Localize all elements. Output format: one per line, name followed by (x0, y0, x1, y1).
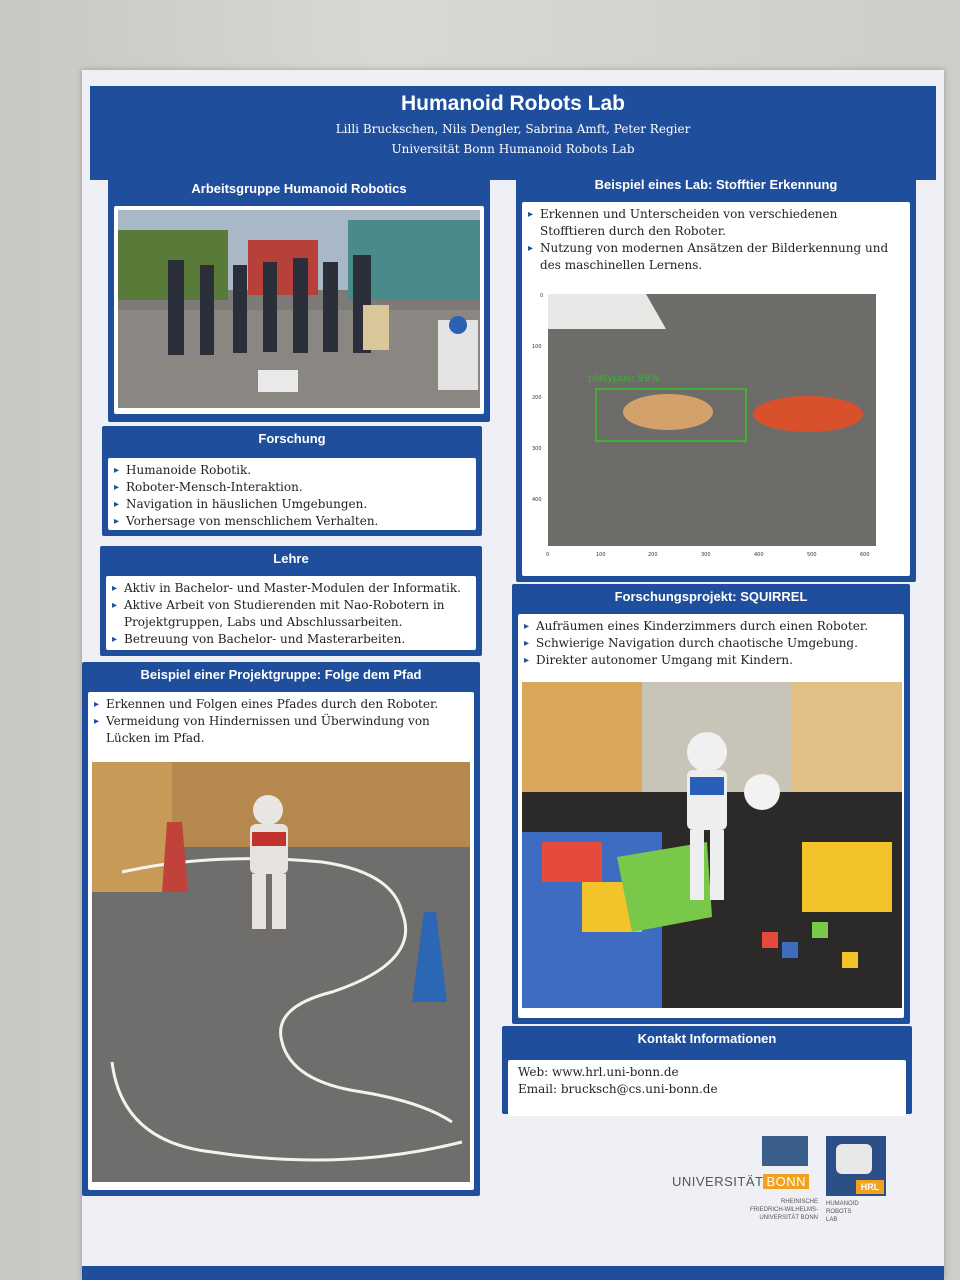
hrl-sub-line: LAB (826, 1217, 838, 1223)
box-title: Kontakt Informationen (637, 1031, 777, 1046)
poster-footer-bar (82, 1266, 944, 1280)
box-title: Beispiel einer Projektgruppe: Folge dem Pfad (140, 667, 422, 682)
list-item: ▸ Aktive Arbeit von Studierenden mit Nao-Robotern in Projektgruppen, Labs und Abschlussarbeiten. (124, 597, 470, 631)
list-item: ▸ Vorhersage von menschlichem Verhalten. (126, 513, 470, 530)
contact-email (518, 1081, 896, 1098)
uni-sub-line: UNIVERSITÄT BONN (759, 1215, 818, 1221)
box-title: Forschung (258, 431, 326, 446)
box-squirrel (512, 584, 910, 1024)
box-title: Forschungsprojekt: SQUIRREL (614, 589, 808, 604)
projektgruppe-list (88, 696, 474, 747)
tick-label: 300 (532, 446, 542, 452)
uni-name: UNIVERSITÄT (672, 1174, 764, 1189)
poster-authors: Lilli Bruckschen, Nils Dengler, Sabrina Amft, Peter Regier (335, 122, 691, 136)
uni-sub-line: FRIEDRICH-WILHELMS- (749, 1207, 818, 1213)
list-item: ▸ Vermeidung von Hindernissen und Überwindung von Lücken im Pfad. (106, 713, 468, 747)
tick-label: 300 (701, 552, 711, 558)
box-kontakt (502, 1026, 912, 1114)
box-title: Lehre (273, 551, 309, 566)
uni-city: BONN (763, 1174, 809, 1189)
list-item: ▸ Roboter-Mensch-Interaktion. (126, 479, 470, 496)
poster-header (90, 86, 936, 180)
tick-label: 100 (532, 344, 542, 350)
hrl-sub-line: HUMANOID (826, 1201, 859, 1207)
stofftier-list (522, 206, 910, 274)
tick-label: 0 (540, 293, 544, 299)
list-item: ▸ Aufräumen eines Kinderzimmers durch einen Roboter. (536, 618, 898, 635)
path-follow-photo (92, 762, 470, 1182)
list-item: ▸ Humanoide Robotik. (126, 462, 470, 479)
tick-label: 400 (532, 497, 542, 503)
hrl-sub-line: ROBOTS (826, 1209, 852, 1215)
contact-web (518, 1064, 896, 1081)
group-photo (118, 210, 480, 408)
box-forschung (102, 426, 482, 536)
list-item: ▸ Betreuung von Bachelor- und Masterarbeiten. (124, 631, 470, 648)
uni-bonn-logo (672, 1136, 822, 1221)
uni-sub-line: RHEINISCHE (780, 1199, 818, 1205)
forschung-list (108, 462, 476, 530)
list-item: ▸ Navigation in häuslichen Umgebungen. (126, 496, 470, 513)
lehre-list (106, 580, 476, 648)
hrl-badge: HRL (856, 1180, 884, 1194)
list-item: ▸ Schwierige Navigation durch chaotische Umgebung. (536, 635, 898, 652)
box-arbeitsgruppe (108, 176, 490, 422)
hrl-robot-icon (836, 1144, 872, 1174)
tick-label: 400 (754, 552, 764, 558)
tick-label: 100 (596, 552, 606, 558)
tick-label: 0 (546, 552, 550, 558)
email-label: Email: (518, 1082, 558, 1096)
list-item: ▸ Erkennen und Folgen eines Pfades durch den Roboter. (106, 696, 468, 713)
box-title: Beispiel eines Lab: Stofftier Erkennung (594, 177, 838, 192)
box-title: Arbeitsgruppe Humanoid Robotics (191, 181, 407, 196)
box-projektgruppe (82, 662, 480, 1196)
email-link[interactable]: brucksch@cs.uni-bonn.de (560, 1082, 718, 1096)
list-item: ▸ Direkter autonomer Umgang mit Kindern. (536, 652, 898, 669)
tick-label: 200 (648, 552, 658, 558)
list-item: ▸ Erkennen und Unterscheiden von verschiedenen Stofftieren durch den Roboter. (540, 206, 904, 240)
box-stofftier (516, 172, 916, 582)
squirrel-photo (522, 682, 902, 1008)
tick-label: 600 (860, 552, 870, 558)
list-item: ▸ Nutzung von modernen Ansätzen der Bilderkennung und des maschinellen Lernens. (540, 240, 904, 274)
box-lehre (100, 546, 482, 656)
detection-figure (526, 284, 906, 568)
hrl-logo (826, 1136, 890, 1223)
tick-label: 200 (532, 395, 542, 401)
web-label: Web: (518, 1065, 549, 1079)
tick-label: 500 (807, 552, 817, 558)
poster-title: Humanoid Robots Lab (401, 92, 625, 115)
squirrel-list (518, 618, 904, 669)
web-link[interactable]: www.hrl.uni-bonn.de (552, 1065, 679, 1079)
poster (82, 70, 944, 1280)
list-item: ▸ Aktiv in Bachelor- und Master-Modulen der Informatik. (124, 580, 470, 597)
detection-label: platypus: 99% (588, 373, 660, 384)
poster-institution: Universität Bonn Humanoid Robots Lab (391, 142, 635, 156)
